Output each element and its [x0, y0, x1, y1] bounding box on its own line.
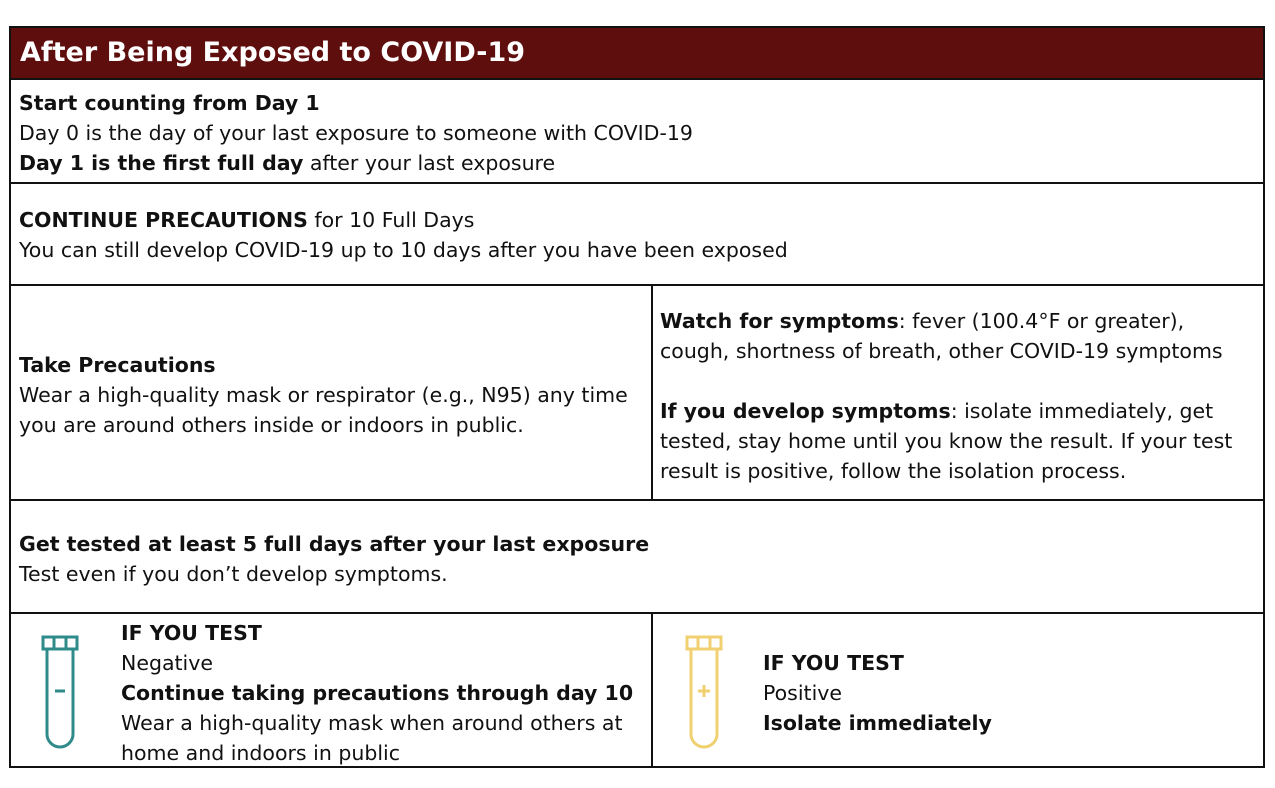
- guidance-table: [9, 26, 1265, 768]
- result-action: Continue taking precautions through day 10: [121, 681, 634, 705]
- test-tube-minus-icon: [39, 634, 81, 754]
- symptoms-cell: [653, 286, 1263, 499]
- section-text: Day 1 is the first full day after your last exposure: [19, 151, 556, 175]
- test-tube-plus-icon: [683, 634, 725, 754]
- section-start-counting: [11, 80, 1263, 184]
- result-note: Wear a high-quality mask when around others at home and indoors in public: [121, 711, 623, 765]
- section-heading: CONTINUE PRECAUTIONS for 10 Full Days: [19, 208, 475, 232]
- negative-result-cell: [11, 614, 651, 766]
- section-text: You can still develop COVID-19 up to 10 days after you have been exposed: [19, 238, 788, 262]
- cell-heading: Take Precautions: [19, 353, 216, 377]
- cell-text: Wear a high-quality mask or respirator (e.g., N95) any time you are around others inside or indoors in public.: [19, 383, 628, 437]
- result-action: Isolate immediately: [763, 711, 992, 735]
- section-test-results: [11, 614, 1263, 766]
- section-get-tested: [11, 501, 1263, 614]
- take-precautions-cell: [11, 286, 651, 499]
- section-continue-precautions: [11, 184, 1263, 286]
- section-text: Test even if you don’t develop symptoms.: [19, 562, 448, 586]
- header-bar: [11, 28, 1263, 80]
- section-precautions-symptoms: [11, 286, 1263, 501]
- positive-result-cell: [653, 614, 1263, 766]
- section-heading: Get tested at least 5 full days after your last exposure: [19, 532, 650, 556]
- section-heading: Start counting from Day 1: [19, 91, 320, 115]
- result-label: IF YOU TEST: [121, 621, 262, 645]
- develop-symptoms-text: If you develop symptoms: isolate immediately, get tested, stay home until you know the result. If your test result is positive, follow the isolation process.: [660, 399, 1233, 483]
- section-text: Day 0 is the day of your last exposure to someone with COVID-19: [19, 121, 693, 145]
- result-value: Positive: [763, 681, 843, 705]
- watch-symptoms-text: Watch for symptoms: fever (100.4°F or greater), cough, shortness of breath, other COVID-19 symptoms: [660, 309, 1223, 363]
- result-label: IF YOU TEST: [763, 651, 904, 675]
- page-title: After Being Exposed to COVID-19: [20, 37, 526, 68]
- result-value: Negative: [121, 651, 213, 675]
